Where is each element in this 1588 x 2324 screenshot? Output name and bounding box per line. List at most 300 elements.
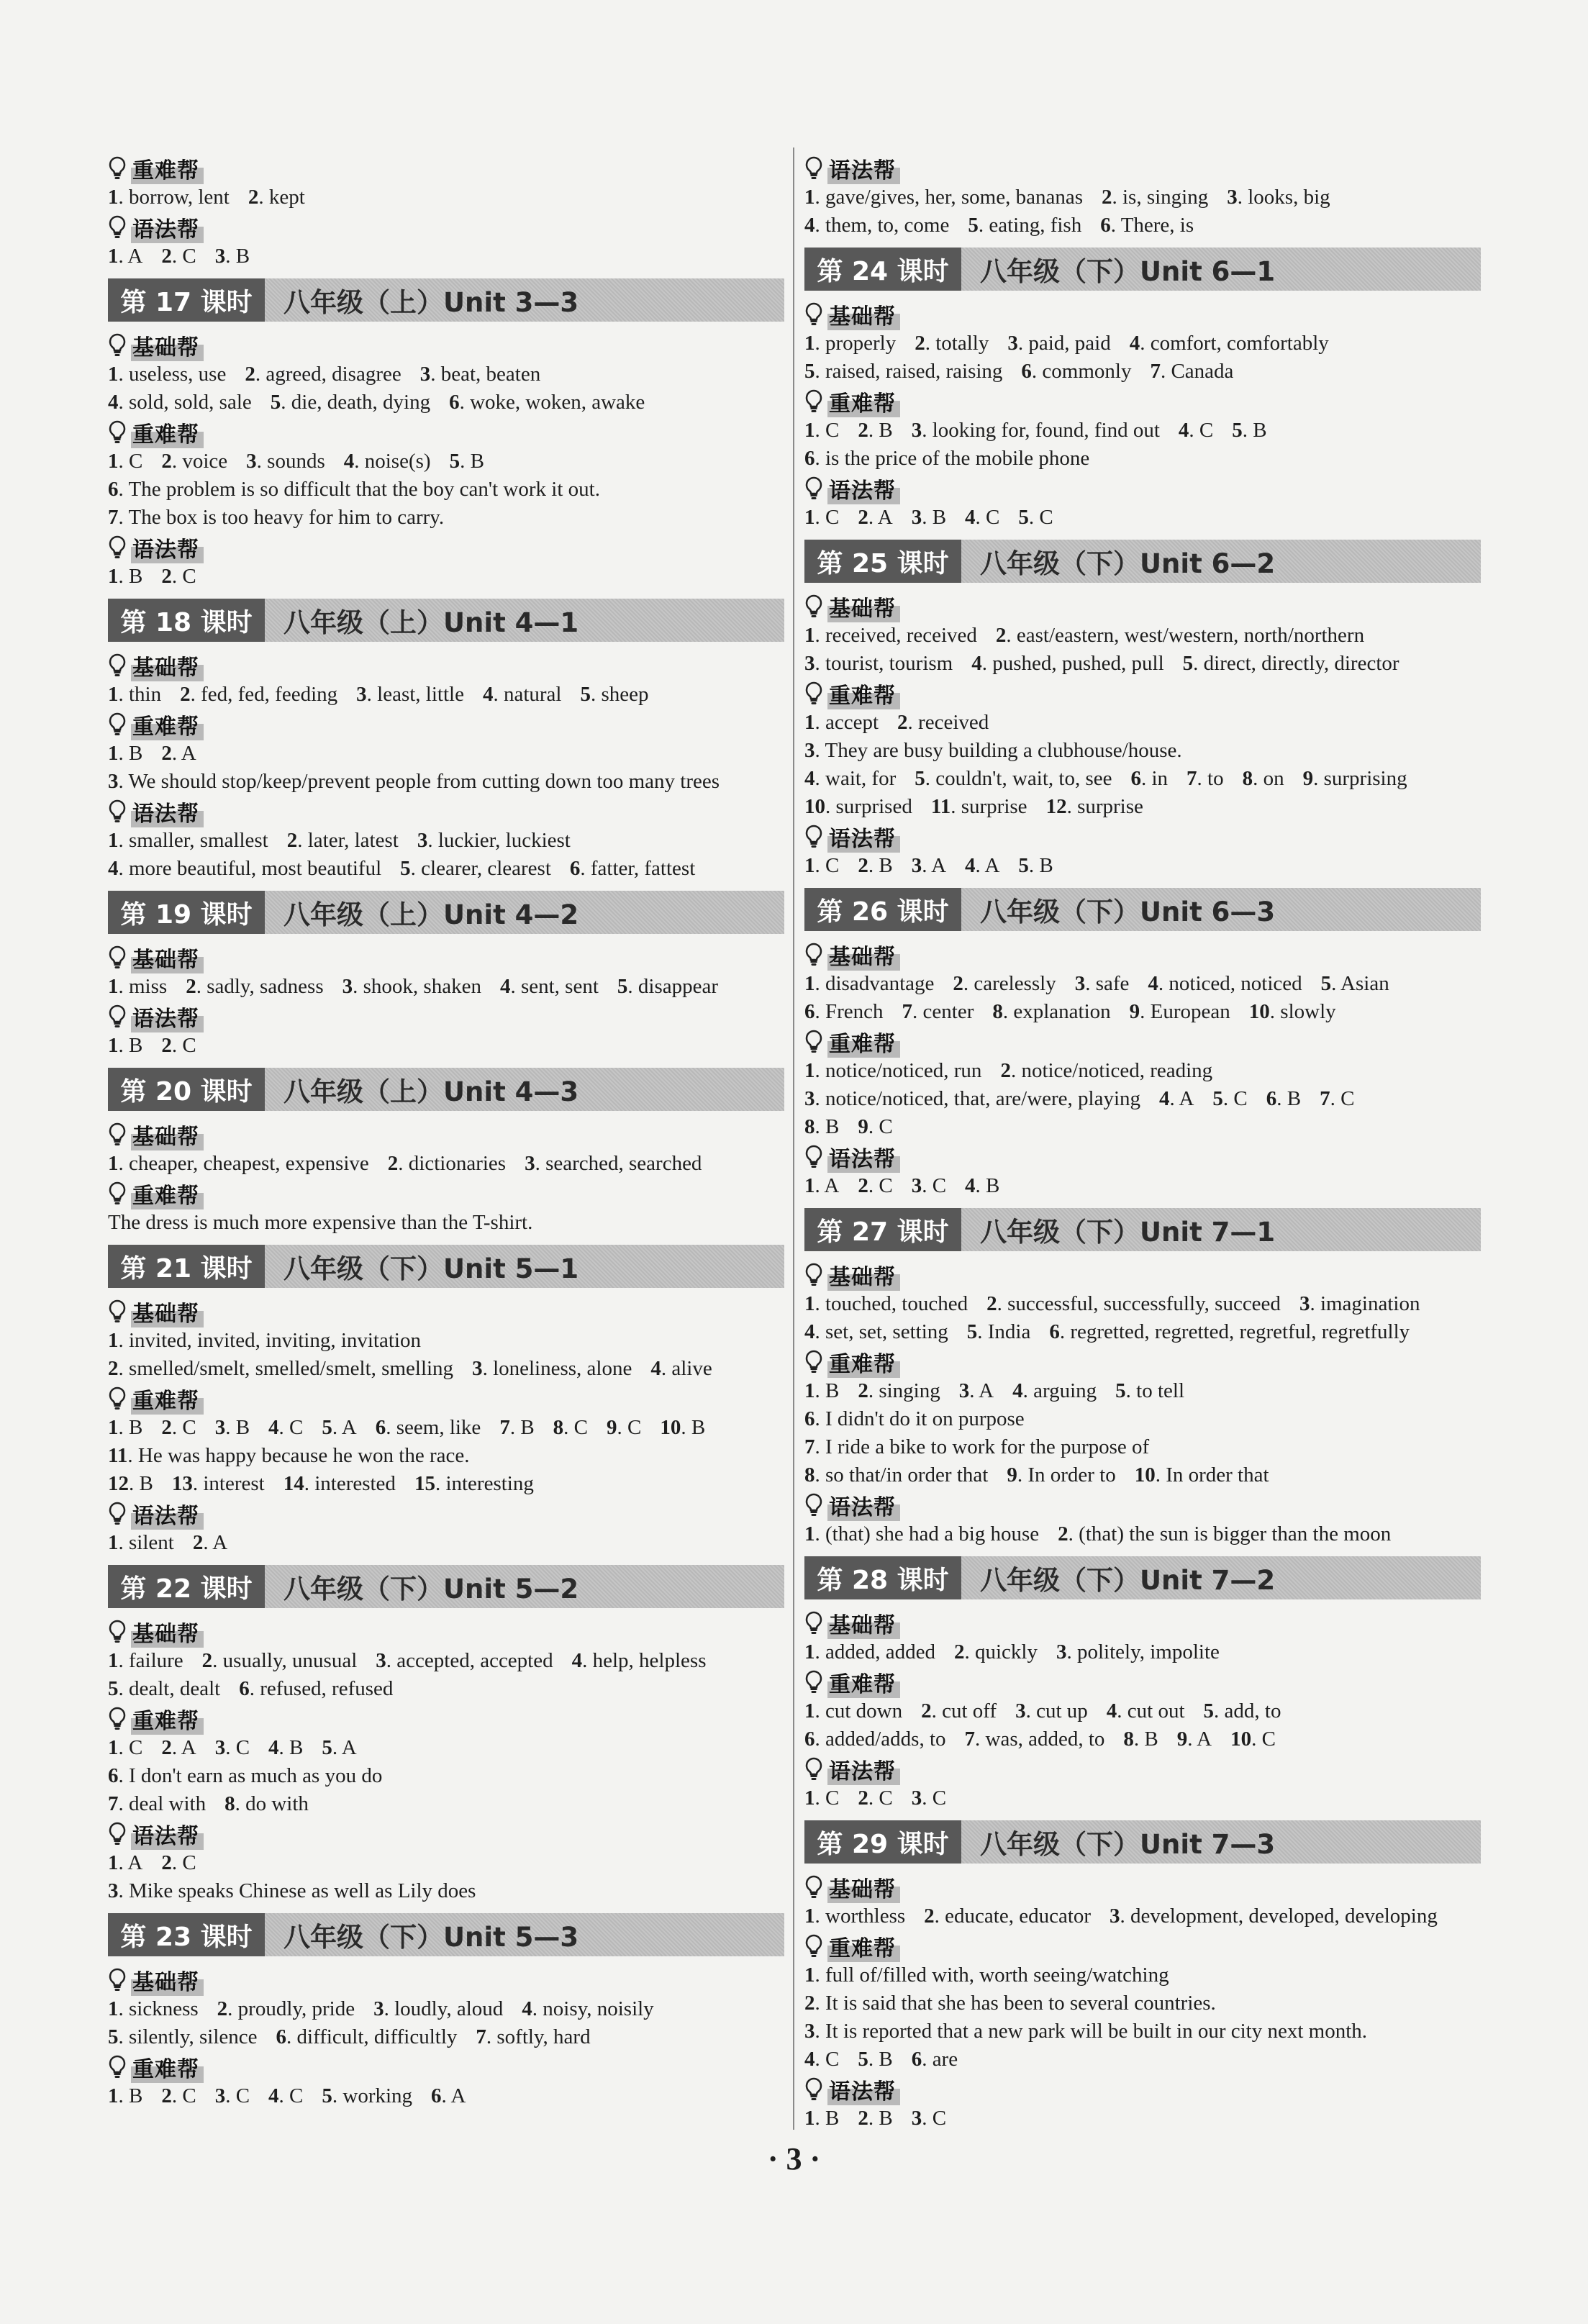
section-header (108, 1616, 784, 1647)
lightbulb-icon (108, 2055, 127, 2079)
answer-text: added/adds, to (825, 1728, 946, 1751)
answer-text: It is reported that a new park will be built in our city next month. (825, 2020, 1368, 2043)
answer-number: 3 (376, 1649, 386, 1672)
answer-number: 2 (804, 1992, 815, 2015)
answer-item: 2. A (161, 1736, 196, 1759)
answer-line (108, 2023, 784, 2051)
answer-number: 5 (1018, 854, 1029, 877)
section-label: 重难帮 (131, 417, 204, 448)
answer-text: We should stop/keep/prevent people from cutting down too many trees (128, 770, 720, 793)
answer-number: 4 (268, 1736, 279, 1759)
section-header (108, 942, 784, 973)
answer-item: 5. C (1212, 1087, 1248, 1110)
answer-item: 5. working (322, 2084, 413, 2107)
lightbulb-icon (804, 302, 823, 327)
answer-item: 2. C (161, 1851, 196, 1874)
answer-number: 6 (431, 2084, 442, 2107)
answer-text: them, to, come (825, 214, 950, 237)
answer-item: 1. sickness (108, 1997, 199, 2020)
answer-item: 7. B (499, 1416, 535, 1439)
answer-number: 3 (108, 1879, 119, 1902)
answer-number: 3 (246, 450, 257, 473)
answer-text: B (129, 1416, 143, 1439)
answer-text: usually, unusual (222, 1649, 358, 1672)
answer-number: 5 (1018, 506, 1029, 529)
answer-number: 4 (804, 2048, 815, 2071)
lightbulb-icon (108, 1181, 127, 1206)
answer-number: 2 (858, 854, 868, 877)
answer-number: 7 (108, 1792, 119, 1815)
answer-text: C (825, 2048, 840, 2071)
answer-number: 4 (268, 1416, 279, 1439)
answer-line (804, 1318, 1481, 1346)
answer-number: 2 (217, 1997, 228, 2020)
lightbulb-icon (108, 1122, 127, 1147)
answer-item: 7. center (902, 1000, 974, 1023)
section-header (804, 2074, 1481, 2105)
answer-item: 5. India (966, 1320, 1031, 1343)
answer-text: C (825, 419, 840, 442)
answer-number: 3 (214, 1736, 226, 1759)
lightbulb-icon (108, 535, 127, 560)
answer-text: direct, directly, director (1203, 652, 1399, 675)
lesson-title: 八年级（下）Unit 7—2 (980, 1565, 1276, 1596)
section-header (108, 709, 784, 740)
answer-number: 7 (1320, 1087, 1330, 1110)
section-header (108, 1818, 784, 1849)
answer-item: 6. There, is (1100, 214, 1194, 237)
answer-number: 1 (804, 1522, 815, 1545)
answer-number: 3 (911, 506, 922, 529)
section-label: 基础帮 (131, 330, 204, 361)
answer-text: C (879, 1787, 893, 1810)
section-label: 语法帮 (827, 1489, 900, 1521)
answer-text: to (1207, 767, 1224, 790)
section-label: 语法帮 (131, 1001, 204, 1032)
answer-number: 2 (201, 1649, 213, 1672)
answer-item: 3. searched, searched (525, 1152, 702, 1175)
answer-text: borrow, lent (129, 186, 230, 209)
answer-item: 6. is the price of the mobile phone (804, 447, 1090, 470)
answer-line (804, 1377, 1481, 1405)
answer-line (804, 1989, 1481, 2017)
answer-line (108, 1790, 784, 1818)
answer-text: cut off (942, 1699, 997, 1722)
answer-item: 2. notice/noticed, reading (1000, 1059, 1213, 1082)
answer-text: are (932, 2048, 958, 2071)
answer-item: 4. more beautiful, most beautiful (108, 857, 382, 880)
answer-item: 5. A (322, 1416, 357, 1439)
answer-text: B (986, 1174, 1000, 1197)
answer-number: 1 (804, 419, 815, 442)
answer-item: 5. clearer, clearest (400, 857, 551, 880)
section-header (804, 386, 1481, 417)
answer-item: 6. seem, like (375, 1416, 481, 1439)
answer-text: B (139, 1472, 153, 1495)
answer-item: 1. B (108, 1034, 143, 1057)
answer-number: 1 (108, 565, 119, 588)
answer-line (804, 2046, 1481, 2074)
answer-item: 6. French (804, 1000, 884, 1023)
answer-item: 2. totally (915, 332, 989, 355)
answer-item: 1. disadvantage (804, 972, 935, 995)
answer-text: regretted, regretted, regretful, regretfully (1070, 1320, 1410, 1343)
answer-number: 5 (804, 360, 815, 383)
answer-text: In order that (1166, 1463, 1269, 1486)
section-label: 基础帮 (827, 1871, 900, 1903)
answer-text: B (879, 2107, 893, 2130)
answer-item: 5. disappear (617, 975, 719, 998)
answer-text: C (1340, 1087, 1355, 1110)
answer-item: 4. arguing (1012, 1379, 1097, 1402)
answer-number: 2 (954, 1640, 965, 1663)
answer-text: luckier, luckiest (437, 829, 571, 852)
answer-number: 15 (414, 1472, 435, 1495)
answer-number: 1 (108, 2084, 119, 2107)
answer-number: 8 (804, 1463, 815, 1486)
lesson-header-bar (804, 888, 1481, 931)
section-header (804, 1871, 1481, 1902)
answer-line (804, 417, 1481, 445)
answer-text: A (127, 245, 143, 268)
answer-number: 2 (858, 2107, 868, 2130)
lesson-header-bar (108, 1565, 784, 1608)
answer-text: miss (129, 975, 168, 998)
answer-item: 1. properly (804, 332, 897, 355)
answer-line (108, 504, 784, 532)
lesson-number: 第 23 课时 (108, 1913, 265, 1956)
answer-number: 6 (108, 478, 119, 501)
answer-item: 12. surprise (1045, 795, 1143, 818)
answer-number: 3 (356, 683, 367, 706)
answer-item: 3. loneliness, alone (472, 1357, 632, 1380)
answer-item: 3. safe (1074, 972, 1130, 995)
answer-item: 6. fatter, fattest (569, 857, 696, 880)
answer-text: later, latest (307, 829, 399, 852)
section-label: 语法帮 (131, 796, 204, 827)
section-label: 基础帮 (827, 939, 900, 971)
answer-item: 4. C (268, 2084, 304, 2107)
section-header (804, 591, 1481, 622)
answer-item: 3. B (214, 1416, 250, 1439)
answer-line (804, 330, 1481, 358)
answer-line (804, 2105, 1481, 2133)
section-label: 重难帮 (131, 153, 204, 184)
answer-number: 4 (804, 214, 815, 237)
answer-number: 4 (268, 2084, 279, 2107)
answer-item: 2. proudly, pride (217, 1997, 355, 2020)
answer-text: disappear (638, 975, 719, 998)
lesson-title: 八年级（下）Unit 6—1 (980, 256, 1276, 287)
answer-number: 4 (108, 857, 119, 880)
section-label: 重难帮 (827, 678, 900, 709)
answer-text: kept (268, 186, 305, 209)
section-label: 重难帮 (131, 1178, 204, 1209)
answer-number: 2 (995, 624, 1007, 647)
answer-number: 4 (804, 1320, 815, 1343)
answer-number: 5 (617, 975, 628, 998)
answer-text: sent, sent (520, 975, 599, 998)
answer-item: 2. B (858, 419, 893, 442)
section-header (804, 1346, 1481, 1377)
lesson-header-bar (804, 1556, 1481, 1599)
lesson-header-bar (108, 1245, 784, 1288)
answer-number: 3 (108, 770, 119, 793)
answer-line (804, 1697, 1481, 1725)
answer-number: 9 (1007, 1463, 1017, 1486)
section-header (804, 1141, 1481, 1172)
answer-text: B (879, 419, 893, 442)
answer-number: 5 (108, 2025, 119, 2048)
answer-number: 1 (804, 972, 815, 995)
lesson-header-bar (108, 1068, 784, 1111)
section-header (108, 153, 784, 183)
answer-item: 4. B (268, 1736, 304, 1759)
answer-number: 3 (804, 2020, 815, 2043)
answer-line (804, 998, 1481, 1026)
answer-text: was, added, to (985, 1728, 1105, 1751)
answer-item: 1. useless, use (108, 363, 227, 386)
answer-line (804, 1461, 1481, 1489)
section-label: 基础帮 (131, 1616, 204, 1648)
answer-text: comfort, comfortably (1150, 332, 1329, 355)
answer-line (804, 183, 1481, 212)
answer-text: carelessly (974, 972, 1056, 995)
answer-item: 2. voice (161, 450, 228, 473)
section-header (108, 1178, 784, 1209)
answer-item: 1. B (108, 2084, 143, 2107)
answer-line (108, 1762, 784, 1790)
answer-text: B (470, 450, 484, 473)
answer-text: quickly (975, 1640, 1038, 1663)
section-header (804, 821, 1481, 852)
answer-text: C (182, 565, 196, 588)
answer-line (108, 855, 784, 883)
answer-number: 2 (286, 829, 298, 852)
answer-number: 7 (499, 1416, 510, 1439)
lesson-header-bar (804, 1820, 1481, 1864)
answer-item: 9. In order to (1007, 1463, 1116, 1486)
lightbulb-icon (804, 943, 823, 967)
lightbulb-icon (108, 1620, 127, 1644)
lesson-title: 八年级（上）Unit 4—1 (283, 607, 579, 638)
answer-text: Asian (1340, 972, 1389, 995)
answer-number: 2 (161, 1736, 172, 1759)
lesson-number: 第 19 课时 (108, 891, 265, 934)
section-label: 语法帮 (827, 1753, 900, 1785)
section-header (108, 796, 784, 827)
section-header (108, 417, 784, 448)
answer-text: help, helpless (592, 1649, 707, 1672)
answer-text: center (922, 1000, 974, 1023)
answer-line (804, 1784, 1481, 1812)
section-label: 基础帮 (827, 299, 900, 330)
answer-number: 6 (804, 1000, 815, 1023)
answer-number: 4 (1178, 419, 1189, 442)
answer-number: 1 (108, 363, 119, 386)
answer-number: 2 (161, 1851, 172, 1874)
lesson-header-bar (804, 248, 1481, 291)
answer-number: 6 (375, 1416, 386, 1439)
answer-number: 4 (965, 506, 976, 529)
answer-number: 1 (804, 1174, 815, 1197)
answer-text: seem, like (396, 1416, 481, 1439)
lightbulb-icon (108, 1299, 127, 1324)
lightbulb-icon (108, 1968, 127, 1992)
answer-text: accepted, accepted (396, 1649, 553, 1672)
answer-number: 4 (1012, 1379, 1023, 1402)
answer-item: 3. paid, paid (1007, 332, 1111, 355)
answer-item: 2. educate, educator (924, 1905, 1092, 1928)
answer-item: 6. The problem is so difficult that the boy can't work it out. (108, 478, 600, 501)
answer-item: 1. B (108, 565, 143, 588)
answer-item: 3. development, developed, developing (1110, 1905, 1438, 1928)
lightbulb-icon (804, 1611, 823, 1635)
answer-text: C (932, 2107, 947, 2130)
answer-item: 5. die, death, dying (270, 391, 431, 414)
answer-text: I don't earn as much as you do (129, 1764, 383, 1787)
answer-item: 1. notice/noticed, run (804, 1059, 982, 1082)
lightbulb-icon (108, 1822, 127, 1846)
answer-number: 4 (965, 854, 976, 877)
answer-item: 11. surprise (930, 795, 1027, 818)
answer-text: Canada (1171, 360, 1234, 383)
answer-item: 4. C (1178, 419, 1214, 442)
section-label: 语法帮 (827, 2074, 900, 2105)
answer-text: worthless (825, 1905, 906, 1928)
answer-item: 4. set, set, setting (804, 1320, 948, 1343)
answer-number: 4 (971, 652, 982, 675)
answer-item: 4. noisy, noisily (522, 1997, 654, 2020)
column-divider (793, 147, 794, 2130)
answer-text: A (1179, 1087, 1194, 1110)
answer-item: 3. We should stop/keep/prevent people from cutting down too many trees (108, 770, 720, 793)
answer-text: beat, beaten (440, 363, 541, 386)
answer-text: A (824, 1174, 840, 1197)
answer-item: 6. regretted, regretted, regretful, regretfully (1049, 1320, 1410, 1343)
answer-line (804, 445, 1481, 473)
answer-item: 2. successful, successfully, succeed (986, 1292, 1281, 1315)
answer-text: B (235, 1416, 250, 1439)
answer-text: In order to (1027, 1463, 1116, 1486)
page-number: · 3 · (767, 2141, 821, 2177)
answer-item: 5. B (1018, 854, 1053, 877)
section-header (804, 1026, 1481, 1057)
answer-item: 2. kept (248, 186, 305, 209)
answer-text: imagination (1320, 1292, 1420, 1315)
section-label: 语法帮 (827, 821, 900, 853)
answer-number: 6 (804, 1407, 815, 1430)
answer-text: received, received (825, 624, 977, 647)
answer-text: B (289, 1736, 304, 1759)
section-label: 语法帮 (131, 532, 204, 563)
section-header (108, 1119, 784, 1150)
answer-number: 12 (108, 1472, 129, 1495)
lesson-number: 第 17 课时 (108, 278, 265, 322)
answer-number: 6 (1130, 767, 1141, 790)
answer-item: 6. commonly (1021, 360, 1132, 383)
answer-line (108, 1849, 784, 1877)
answer-item: 2. east/eastern, west/western, north/northern (995, 624, 1365, 647)
answer-item: 5. B (858, 2048, 893, 2071)
answer-item: 2. C (161, 565, 196, 588)
answer-text: cheaper, cheapest, expensive (129, 1152, 369, 1175)
section-header (108, 1703, 784, 1734)
answer-line (108, 681, 784, 709)
answer-text: on (1263, 767, 1284, 790)
section-label: 基础帮 (131, 942, 204, 973)
answer-item: 6. woke, woken, awake (449, 391, 645, 414)
answer-item: 8. do with (224, 1792, 309, 1815)
lightbulb-icon (108, 1004, 127, 1029)
answer-line (804, 650, 1481, 678)
answer-text: (that) the sun is bigger than the moon (1079, 1522, 1392, 1545)
answer-text: I didn't do it on purpose (825, 1407, 1025, 1430)
answer-line (804, 1520, 1481, 1548)
answer-number: 4 (571, 1649, 583, 1672)
answer-number: 5 (966, 1320, 978, 1343)
answer-text: B (129, 565, 143, 588)
answer-item: 1. B (804, 1379, 840, 1402)
answer-text: A (984, 854, 1000, 877)
answer-item: 1. cheaper, cheapest, expensive (108, 1152, 369, 1175)
section-header (108, 1001, 784, 1032)
answer-number: 6 (1100, 214, 1111, 237)
answer-text: searched, searched (545, 1152, 702, 1175)
section-label: 重难帮 (131, 1383, 204, 1415)
answer-number: 2 (858, 1174, 868, 1197)
answer-text: silently, silence (129, 2025, 258, 2048)
lesson-title: 八年级（下）Unit 7—3 (980, 1829, 1276, 1860)
answer-number: 9 (607, 1416, 617, 1439)
answer-item: 1. B (108, 1416, 143, 1439)
answer-number: 14 (283, 1472, 304, 1495)
answer-text: explanation (1013, 1000, 1111, 1023)
answer-number: 2 (921, 1699, 932, 1722)
answer-number: 1 (804, 332, 815, 355)
answer-number: 6 (1021, 360, 1032, 383)
answer-text: Mike speaks Chinese as well as Lily does (129, 1879, 476, 1902)
answer-number: 6 (804, 447, 815, 470)
answer-text: sadly, sadness (207, 975, 324, 998)
section-header (108, 1296, 784, 1327)
answer-number: 3 (911, 2107, 922, 2130)
answer-item: 4. them, to, come (804, 214, 950, 237)
answer-text: add, to (1224, 1699, 1281, 1722)
answer-text: B (1253, 419, 1267, 442)
answer-item: 6. in (1130, 767, 1169, 790)
answer-line (804, 793, 1481, 821)
answer-text: European (1150, 1000, 1230, 1023)
answer-item: 3. notice/noticed, that, are/were, playing (804, 1087, 1141, 1110)
answer-text: looks, big (1248, 186, 1330, 209)
answer-item: 2. fed, fed, feeding (180, 683, 338, 706)
answer-item: 8. explanation (992, 1000, 1111, 1023)
lesson-number: 第 20 课时 (108, 1068, 265, 1111)
answer-item: 2. smelled/smelt, smelled/smelt, smelling (108, 1357, 454, 1380)
answer-number: 1 (108, 1416, 119, 1439)
section-header (804, 939, 1481, 970)
answer-item: 7. The box is too heavy for him to carry. (108, 506, 445, 529)
answer-number: 2 (1102, 186, 1112, 209)
answer-text: B (825, 1379, 840, 1402)
answer-text: C (129, 450, 143, 473)
answer-text: notice/noticed, run (825, 1059, 982, 1082)
answer-number: 10 (1248, 1000, 1270, 1023)
answer-text: dictionaries (408, 1152, 507, 1175)
answer-number: 11 (108, 1444, 128, 1467)
answer-number: 1 (108, 683, 119, 706)
